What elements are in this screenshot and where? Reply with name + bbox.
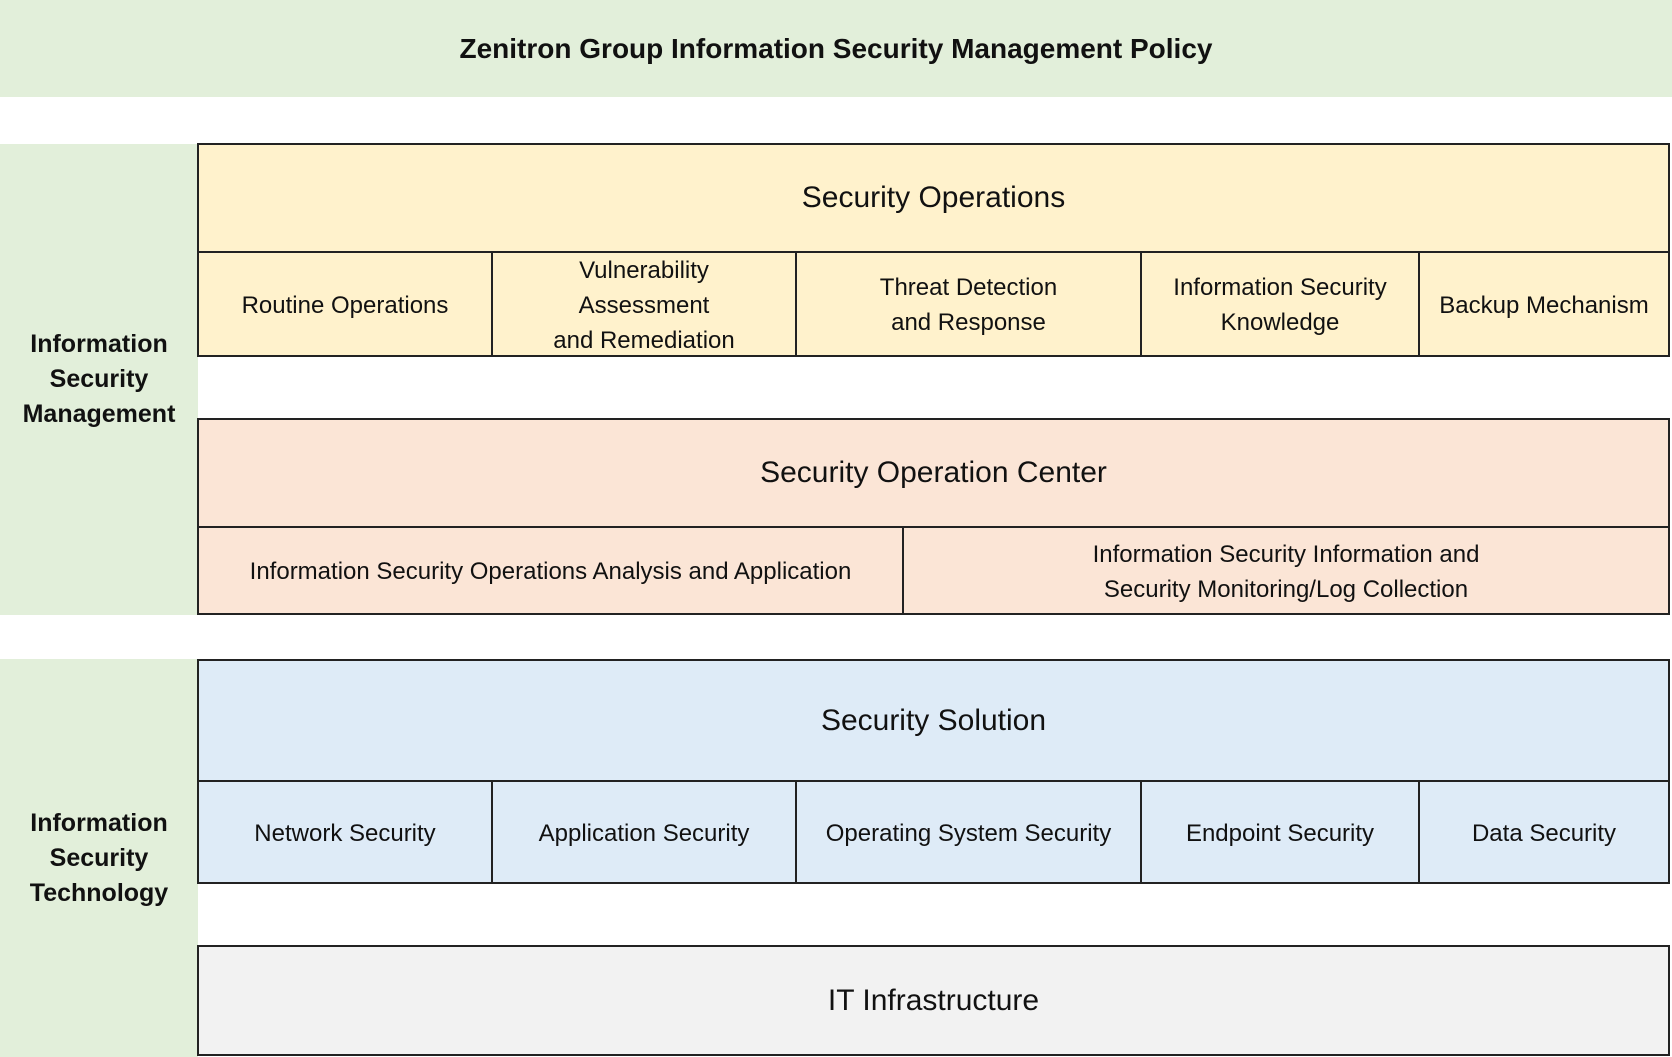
security-solution-items (199, 782, 1668, 884)
sec-ops-item-routine-operations: Routine Operations (241, 291, 449, 319)
management-side-panel (0, 144, 198, 615)
security-solution-block (197, 659, 1670, 884)
sec-ops-item-threat-detection: Threat Detection and Response (795, 253, 1140, 357)
it-infrastructure-header: IT Infrastructure (827, 983, 1040, 1017)
technology-side-panel (0, 659, 198, 1057)
sec-ops-item-vulnerability-assessment: Vulnerability Assessment and Remediation (491, 253, 795, 357)
security-operations-header: Security Operations (199, 145, 1668, 253)
solution-item-application-security: Application Security (491, 782, 795, 884)
soc-item-monitoring-log-collection: Information Security Information and Security Monitoring/Log Collection (902, 528, 1668, 615)
it-infrastructure-block (197, 945, 1670, 1056)
soc-item-operations-analysis: Information Security Operations Analysis and Application (249, 558, 852, 585)
management-label: Information Security Management (22, 330, 176, 428)
soc-block (197, 418, 1670, 615)
solution-item-network-security: Network Security (254, 819, 436, 847)
soc-items (199, 528, 1668, 615)
sec-ops-item-infosec-knowledge: Information Security Knowledge (1140, 253, 1418, 357)
technology-label: Information Security Technology (29, 808, 169, 907)
security-operations-items (199, 253, 1668, 357)
sec-ops-item-backup-mechanism: Backup Mechanism (1418, 253, 1668, 357)
solution-item-data-security: Data Security (1418, 782, 1668, 884)
security-solution-header: Security Solution (199, 661, 1668, 782)
security-operations-block (197, 143, 1670, 357)
solution-item-os-security: Operating System Security (795, 782, 1140, 884)
title-bar (0, 0, 1672, 97)
page-title: Zenitron Group Information Security Management Policy (459, 32, 1213, 64)
solution-item-endpoint-security: Endpoint Security (1140, 782, 1418, 884)
soc-header: Security Operation Center (199, 420, 1668, 528)
